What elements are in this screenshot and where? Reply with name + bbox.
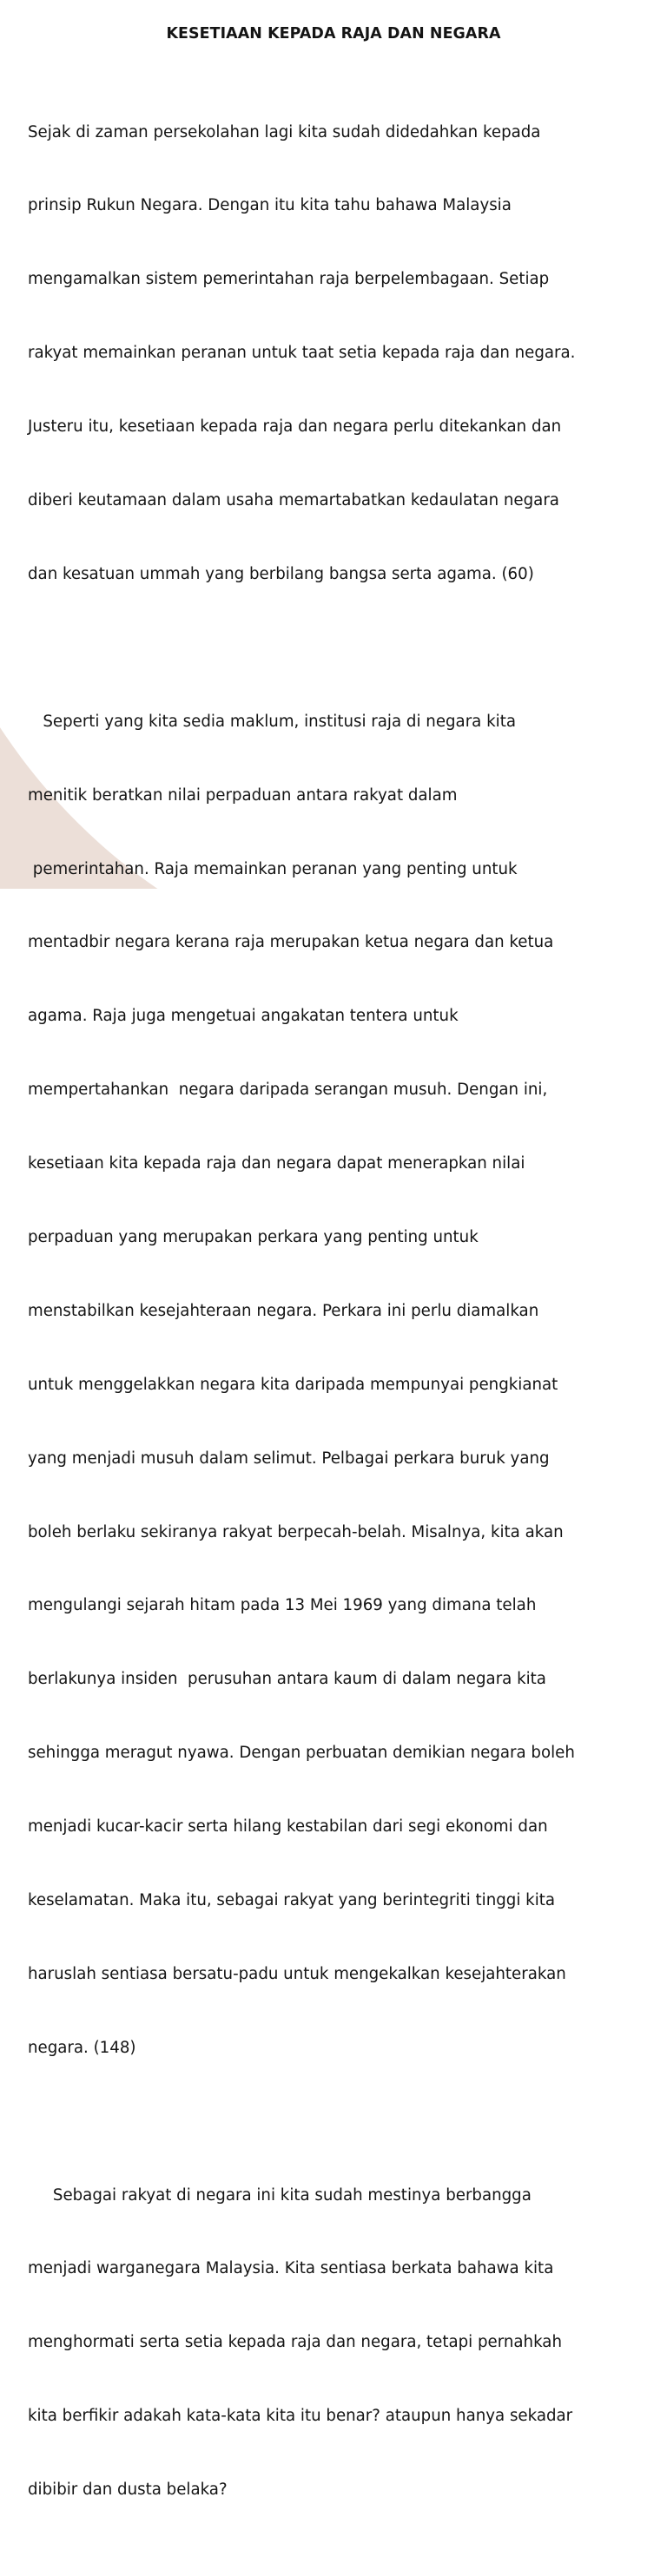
paragraph-1 xyxy=(28,71,653,636)
text-line: dan kesatuan ummah yang berbilang bangsa serta agama. (60) xyxy=(28,564,534,583)
text-line: diberi keutamaan dalam usaha memartabatkan kedaulatan negara xyxy=(28,491,559,510)
text-line: haruslah sentiasa bersatu-padu untuk mengekalkan kesejahterakan xyxy=(28,1964,566,1983)
text-line: Sebagai rakyat di negara ini kita sudah mestinya berbangga xyxy=(28,2185,532,2205)
text-line: keselamatan. Maka itu, sebagai rakyat yang berintegriti tinggi kita xyxy=(28,1890,556,1909)
text-line: yang menjadi musuh dalam selimut. Pelbagai perkara buruk yang xyxy=(28,1449,550,1468)
text-line: dibibir dan dusta belaka? xyxy=(28,2481,228,2500)
text-line: mentadbir negara kerana raja merupakan ketua negara dan ketua xyxy=(28,933,554,952)
document-title: KESETIAAN KEPADA RAJA DAN NEGARA xyxy=(166,25,501,43)
text-line: menjadi warganegara Malaysia. Kita sentiasa berkata bahawa kita xyxy=(28,2259,554,2278)
text-line: mengamalkan sistem pemerintahan raja berpelembagaan. Setiap xyxy=(28,270,550,289)
text-line: menjadi kucar-kacir serta hilang kestabilan dari segi ekonomi dan xyxy=(28,1817,548,1837)
text-line: mempertahankan negara daripada serangan musuh. Dengan ini, xyxy=(28,1081,548,1100)
text-line: mengulangi sejarah hitam pada 13 Mei 1969 yang dimana telah xyxy=(28,1596,537,1615)
text-line: menstabilkan kesejahteraan negara. Perkara ini perlu diamalkan xyxy=(28,1301,539,1320)
text-line: boleh berlaku sekiranya rakyat berpecah-belah. Misalnya, kita akan xyxy=(28,1522,564,1541)
text-line: kita berfikir adakah kata-kata kita itu benar? ataupun hanya sekadar xyxy=(28,2407,573,2426)
text-line: Sejak di zaman persekolahan lagi kita sudah didedahkan kepada xyxy=(28,122,541,141)
text-line: Seperti yang kita sedia maklum, institusi raja di negara kita xyxy=(28,712,516,731)
text-line: kesetiaan kita kepada raja dan negara dapat menerapkan nilai xyxy=(28,1154,525,1173)
text-line: negara. (148) xyxy=(28,2038,136,2057)
paragraph-2 xyxy=(28,660,653,2110)
text-line: berlakunya insiden perusuhan antara kaum di dalam negara kita xyxy=(28,1670,546,1689)
text-line: sehingga meragut nyawa. Dengan perbuatan demikian negara boleh xyxy=(28,1744,575,1763)
text-line: rakyat memainkan peranan untuk taat setia kepada raja dan negara. xyxy=(28,344,576,363)
text-line: untuk menggelakkan negara kita daripada mempunyai pengkianat xyxy=(28,1375,558,1394)
text-line: menitik beratkan nilai perpaduan antara rakyat dalam xyxy=(28,785,458,805)
text-line: perpaduan yang merupakan perkara yang penting untuk xyxy=(28,1227,479,1246)
text-line: prinsip Rukun Negara. Dengan itu kita tahu bahawa Malaysia xyxy=(28,196,512,215)
text-line: agama. Raja juga mengetuai angakatan tentera untuk xyxy=(28,1007,459,1026)
text-line: menghormati serta setia kepada raja dan negara, tetapi pernahkah xyxy=(28,2333,562,2352)
text-line: pemerintahan. Raja memainkan peranan yang penting untuk xyxy=(28,859,518,878)
paragraph-3 xyxy=(28,2134,653,2552)
text-line: Justeru itu, kesetiaan kepada raja dan negara perlu ditekankan dan xyxy=(28,417,562,437)
document-body xyxy=(28,71,653,2576)
